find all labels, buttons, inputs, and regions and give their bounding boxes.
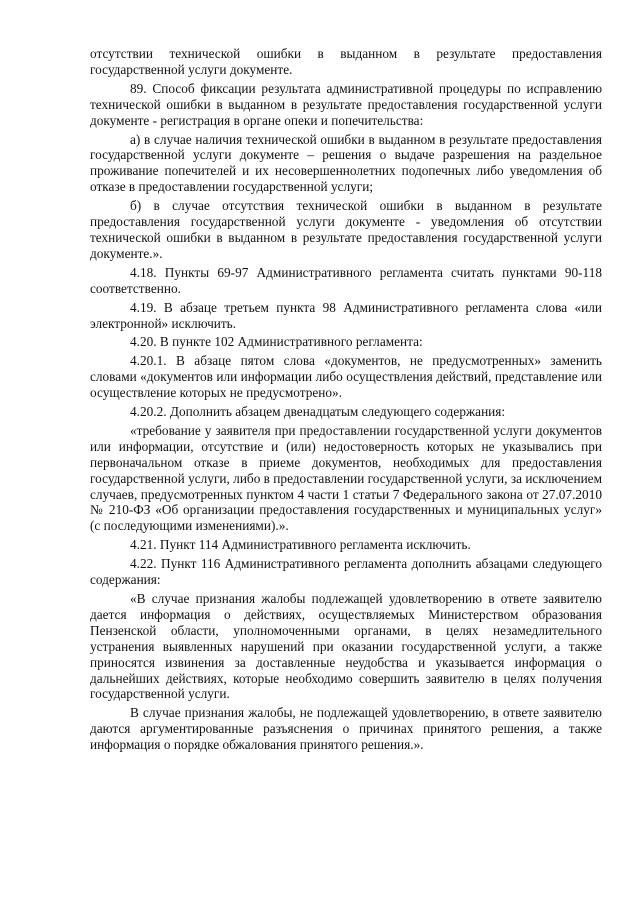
- paragraph-4-20: 4.20. В пункте 102 Административного регламента:: [130, 334, 423, 350]
- paragraph-quoted-requirement: «требование у заявителя при предоставлении государственной услуги документов или информации, отсутствие и (или) недостоверность которых не указывались при первоначальном отказе в приеме документов, необходимых для предоставления государственной услуги, либо в предоставлении государственной услуги, за исключением случаев, предусмотренных пунктом 4 части 1 статьи 7 Федерального закона от 27.07.2010 № 210-ФЗ «Об организации предоставления государственных и муниципальных услуг» (с последующими изменениями).».: [90, 422, 602, 534]
- paragraph-4-22: 4.22. Пункт 116 Административного регламента дополнить абзацами следующего содержания:: [90, 556, 602, 588]
- paragraph-complaint-rejected: В случае признания жалобы, не подлежащей удовлетворению, в ответе заявителю даются аргументированные разъяснения о причинах принятого решения, а также информация о порядке обжалования принятого решения.».: [90, 705, 602, 753]
- paragraph-89: 89. Способ фиксации результата административной процедуры по исправлению технической ошибки в выданном в результате предоставления государственной услуги документе - регистрация в органе опеки и попечительства:: [90, 80, 602, 128]
- paragraph-continuation: отсутствии технической ошибки в выданном в результате предоставления государственной услуги документе.: [90, 46, 602, 77]
- paragraph-89-a: а) в случае наличия технической ошибки в выданном в результате предоставления государственной услуги документе – решения о выдаче разрешения на раздельное проживание попечителей и их несовершеннолетних подопечных либо уведомления об отказе в предоставлении государственной услуги;: [90, 131, 602, 195]
- paragraph-4-20-1: 4.20.1. В абзаце пятом слова «документов, не предусмотренных» заменить словами «документов или информации либо осуществления действий, представление или осуществление которых не предусмотрено».: [90, 353, 602, 401]
- paragraph-4-20-2: 4.20.2. Дополнить абзацем двенадцатым следующего содержания:: [130, 404, 506, 420]
- paragraph-89-b: б) в случае отсутствия технической ошибки в выданном в результате предоставления государственной услуги документе - уведомления об отсутствии технической ошибки в выданном в результате предоставления государственной услуги документе.».: [90, 198, 602, 261]
- paragraph-complaint-satisfied: «В случае признания жалобы подлежащей удовлетворению в ответе заявителю дается информация о действиях, осуществляемых Министерством образования Пензенской области, уполномоченными органами, в целях незамедлительного устранения выявленных нарушений при оказании государственной услуги, а также приносятся извинения за доставленные неудобства и указывается информация о дальнейших действиях, которые необходимо совершить заявителю в целях получения государственной услуги.: [90, 591, 602, 702]
- paragraph-4-18: 4.18. Пункты 69-97 Административного регламента считать пунктами 90-118 соответственно.: [90, 264, 602, 296]
- paragraph-4-19: 4.19. В абзаце третьем пункта 98 Административного регламента слова «или электронной» исключить.: [90, 299, 602, 331]
- paragraph-4-21: 4.21. Пункт 114 Административного регламента исключить.: [130, 537, 471, 553]
